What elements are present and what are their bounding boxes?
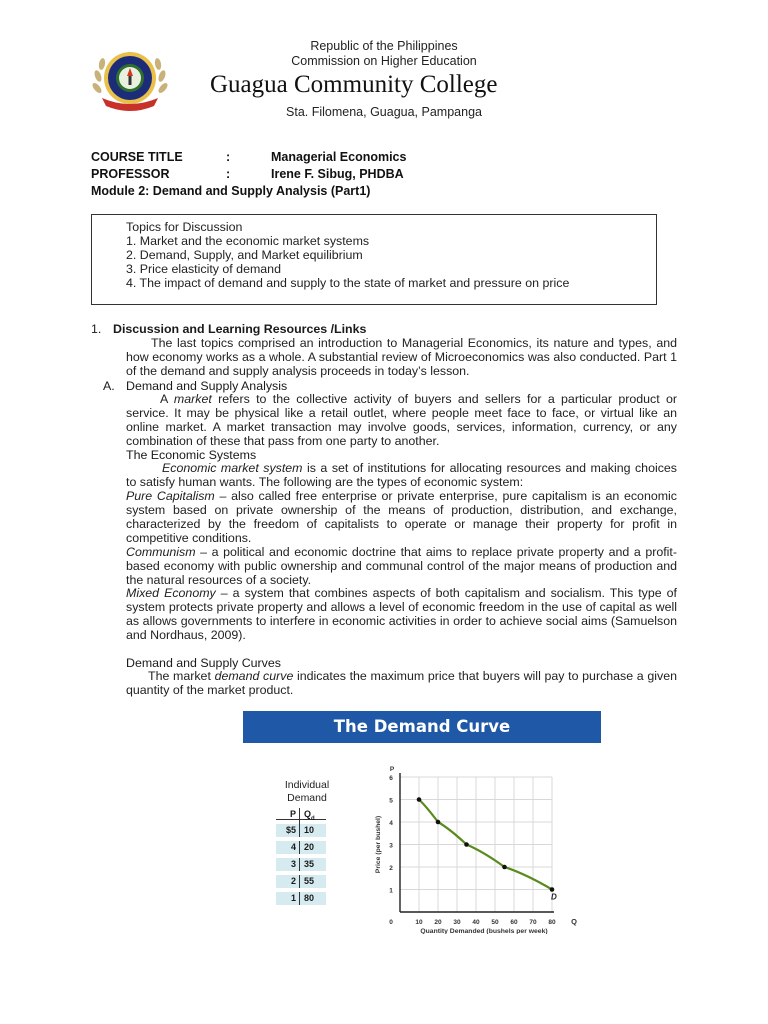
data-point xyxy=(417,797,422,802)
demand-curve-paragraph: The market demand curve indicates the maximum price that buyers will pay to purchase a given quantity of the market product. xyxy=(126,669,677,697)
y-tick-label: 2 xyxy=(389,865,393,872)
chart-grid xyxy=(400,777,552,912)
course-title-label: COURSE TITLE xyxy=(91,150,183,164)
curves-heading: Demand and Supply Curves xyxy=(126,656,281,670)
section-heading: Discussion and Learning Resources /Links xyxy=(113,322,367,336)
x-tick-label: 40 xyxy=(472,919,480,926)
table-row: $5 10 xyxy=(276,824,326,837)
college-address: Sta. Filomena, Guagua, Pampanga xyxy=(286,105,482,119)
course-title-sep: : xyxy=(226,150,231,164)
p-axis-letter: P xyxy=(389,766,395,773)
x-tick-label: 30 xyxy=(453,919,461,926)
ems-term: Economic market system xyxy=(162,461,303,475)
data-point xyxy=(436,820,441,825)
q-axis-letter: Q xyxy=(571,917,577,926)
y-axis-label: Price (per bushel) xyxy=(375,815,382,874)
header-commission: Commission on Higher Education xyxy=(291,54,477,68)
topic-item: 1. Market and the economic market systems xyxy=(126,234,370,248)
table-row: 4 20 xyxy=(276,841,326,854)
table-row: 2 55 xyxy=(276,875,326,888)
communism-paragraph: Communism – a political and economic doctrine that aims to replace private property and a profit-based economy with public ownership and communal control of the major means of production and the natural resources of a society. xyxy=(126,545,677,587)
economic-market-system-paragraph: Economic market system is a set of institutions for allocating resources and making choices to satisfy human wants. The following are the types of economic system: xyxy=(126,461,677,489)
curve-label: D xyxy=(551,892,557,902)
college-name: Guagua Community College xyxy=(210,71,498,98)
y-tick-label: 5 xyxy=(389,797,393,805)
communism-term: Communism xyxy=(126,545,196,559)
topic-item: 2. Demand, Supply, and Market equilibrium xyxy=(126,248,363,262)
subsection-letter: A. xyxy=(103,379,115,393)
y-tick-label: 6 xyxy=(389,775,393,782)
demand-table xyxy=(276,808,326,909)
professor-sep: : xyxy=(226,167,231,181)
demand-curve-plot xyxy=(360,762,580,934)
origin-label: 0 xyxy=(389,919,393,926)
mixed-economy-paragraph: Mixed Economy – a system that combines aspects of both capitalism and socialism. This type of system protects private property and allows a level of economic freedom in the use of capital as well as allows governments to interfere in economic activities in order to achieve social aims (Samuelson and Nordhaus, 2009). xyxy=(126,586,677,642)
module-title: Module 2: Demand and Supply Analysis (Part1) xyxy=(91,184,371,198)
pure-capitalism-term: Pure Capitalism xyxy=(126,489,215,503)
table-header xyxy=(276,808,326,820)
topics-heading: Topics for Discussion xyxy=(126,220,243,234)
y-tick-label: 4 xyxy=(389,820,393,827)
demand-curve-chart xyxy=(360,762,580,934)
demand-curve-term: demand curve xyxy=(214,669,294,683)
col-quantity: $Q_d$ xyxy=(300,808,326,820)
course-title-value: Managerial Economics xyxy=(271,150,407,164)
data-point xyxy=(502,865,507,870)
data-point xyxy=(464,842,469,847)
mixed-economy-term: Mixed Economy xyxy=(126,586,216,600)
market-term: market xyxy=(173,392,212,406)
table-title: Individual Demand xyxy=(284,779,330,804)
x-tick-label: 70 xyxy=(529,919,537,926)
economic-systems-heading: The Economic Systems xyxy=(126,448,257,462)
y-tick-label: 1 xyxy=(389,887,393,895)
y-tick-label: 3 xyxy=(389,842,393,850)
pure-capitalism-paragraph: Pure Capitalism – also called free enterprise or private enterprise, pure capitalism is an economic system based on private ownership of the means of production, distribution, and exchange, characterized by the freedom of capitalists to operate or manage their property for profit in competitive conditions. xyxy=(126,489,677,545)
topic-item: 3. Price elasticity of demand xyxy=(126,262,281,276)
data-point xyxy=(550,887,555,892)
section-number: 1. xyxy=(91,322,102,336)
table-row: 1 80 xyxy=(276,892,326,905)
table-row: 3 35 xyxy=(276,858,326,871)
market-paragraph: A market refers to the collective activity of buyers and sellers for a particular product or service. It may be physical like a retail outlet, where people meet face to face, or virtual like an online market. A market transaction may involve goods, services, information, currency, or any combination of these that pass from one party to another. xyxy=(126,392,677,448)
chart-axes xyxy=(400,773,554,912)
professor-value: Irene F. Sibug, PHDBA xyxy=(271,167,404,181)
col-price: P xyxy=(276,808,300,820)
x-tick-label: 50 xyxy=(491,919,499,926)
professor-label: PROFESSOR xyxy=(91,167,170,181)
x-tick-label: 60 xyxy=(510,919,518,926)
x-axis-label: Quantity Demanded (bushels per week) xyxy=(420,928,548,934)
topic-item: 4. The impact of demand and supply to the state of market and pressure on price xyxy=(126,276,570,290)
x-tick-label: 80 xyxy=(548,919,556,926)
subsection-heading: Demand and Supply Analysis xyxy=(126,379,288,393)
intro-paragraph: The last topics comprised an introduction to Managerial Economics, its nature and types, and how economy works as a whole. A substantial review of Microeconomics was also conducted. Part 1 of the demand and supply analysis proceeds in today’s lesson. xyxy=(126,336,677,378)
figure-banner: The Demand Curve xyxy=(243,711,601,743)
header-republic: Republic of the Philippines xyxy=(310,39,458,53)
x-tick-label: 20 xyxy=(434,919,442,926)
x-tick-label: 10 xyxy=(415,919,423,926)
